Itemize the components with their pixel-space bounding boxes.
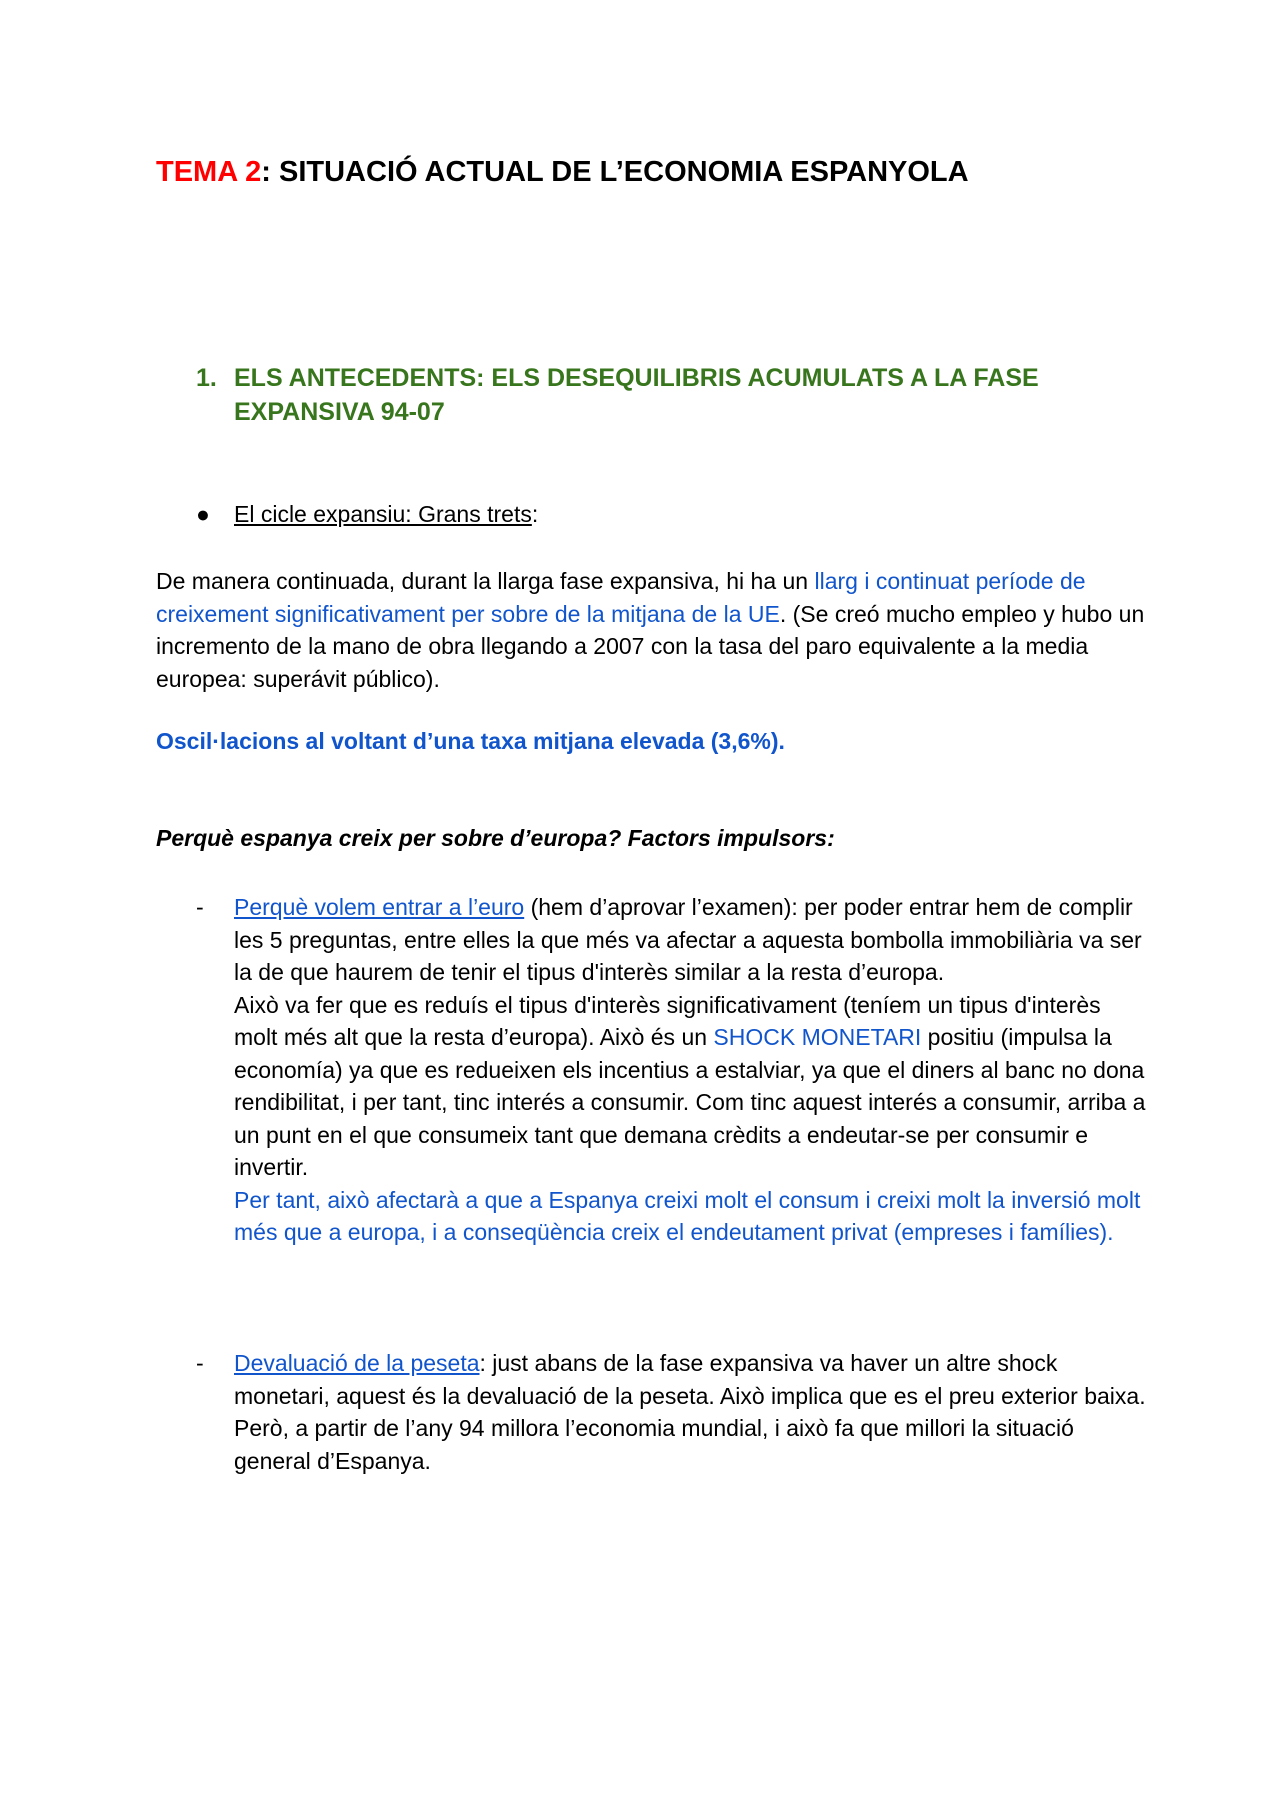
factor-paragraph	[234, 1347, 1146, 1477]
bullet-text	[234, 498, 538, 530]
factor-conclusion: Per tant, això afectarà a que a Espanya creixi molt el consum i creixi molt la inversió molt més que a europa, i a conseqüència creix el endeutament privat (empreses i famílies).	[234, 1186, 1141, 1245]
factor-text: : just abans de la fase expansiva va haver un altre shock monetari, aquest és la devaluació de la peseta. Això implica que es el preu exterior baixa. Però, a partir de l’any 94 millora l’economia mundial, i això fa que millori la situació general d’Espanya.	[234, 1350, 1146, 1474]
factor-paragraph	[234, 989, 1146, 1184]
page-title	[156, 156, 969, 189]
factor-paragraph	[234, 891, 1146, 989]
euro-link[interactable]: Perquè volem entrar a l’euro	[234, 894, 525, 920]
oscillations-statement: Oscil·lacions al voltant d’una taxa mitjana elevada (3,6%).	[156, 728, 785, 754]
paragraph-highlight: llarg i continuat període de creixement significativament per sobre de la mitjana de la UE	[156, 568, 1086, 627]
bullet-suffix: :	[531, 501, 539, 527]
intro-paragraph	[156, 565, 1146, 695]
factor-body	[234, 1347, 1146, 1477]
paragraph-part1: De manera continuada, durant la llarga fase expansiva, hi ha un	[156, 568, 815, 594]
factor-item-euro	[196, 891, 1146, 1311]
dash-symbol: -	[196, 1350, 204, 1376]
bullet-label: El cicle expansiu: Grans trets	[234, 501, 532, 527]
dash-symbol: -	[196, 894, 204, 920]
factor-text: positiu (impulsa la economía) ya que es redueixen els incentius a estalviar, ya que el diners al banc no dona rendibilitat, i per tant, tinc interés a consumir. Com tinc aquest interés a consumir, arriba a un punt en el que consumeix tant que demana crèdits a endeutar-se per consumir e invertir.	[234, 1024, 1146, 1180]
factor-item-peseta	[196, 1347, 1146, 1487]
section-number: 1.	[196, 364, 217, 392]
factor-text: Això va fer que es reduís el tipus d'interès significativament (teníem un tipus d'interès molt més alt que la resta d’europa). Això és un	[234, 991, 1101, 1050]
factors-question: Perquè espanya creix per sobre d’europa? Factors impulsors:	[156, 825, 835, 851]
title-prefix: TEMA 2	[156, 156, 262, 188]
title-rest: : SITUACIÓ ACTUAL DE L’ECONOMIA ESPANYOLA	[261, 156, 969, 188]
factor-body	[234, 891, 1146, 1249]
peseta-link[interactable]: Devaluació de la peseta	[234, 1350, 480, 1376]
paragraph-part2: . (Se creó mucho empleo y hubo un incremento de la mano de obra llegando a 2007 con la tasa del paro equivalente a la media europea: superávit público).	[156, 600, 1145, 692]
factor-text: (hem d’aprovar l’examen): per poder entrar hem de complir les 5 preguntas, entre elles la que més va afectar a aquesta bombolla immobiliària va ser la de que haurem de tenir el tipus d'interès similar a la resta d’europa.	[234, 894, 1142, 985]
section-heading-text: ELS ANTECEDENTS: ELS DESEQUILIBRIS ACUMULATS A LA FASE EXPANSIVA 94-07	[234, 364, 1039, 426]
shock-monetari-term: SHOCK MONETARI	[713, 1024, 922, 1050]
bullet-symbol: ●	[196, 501, 210, 527]
